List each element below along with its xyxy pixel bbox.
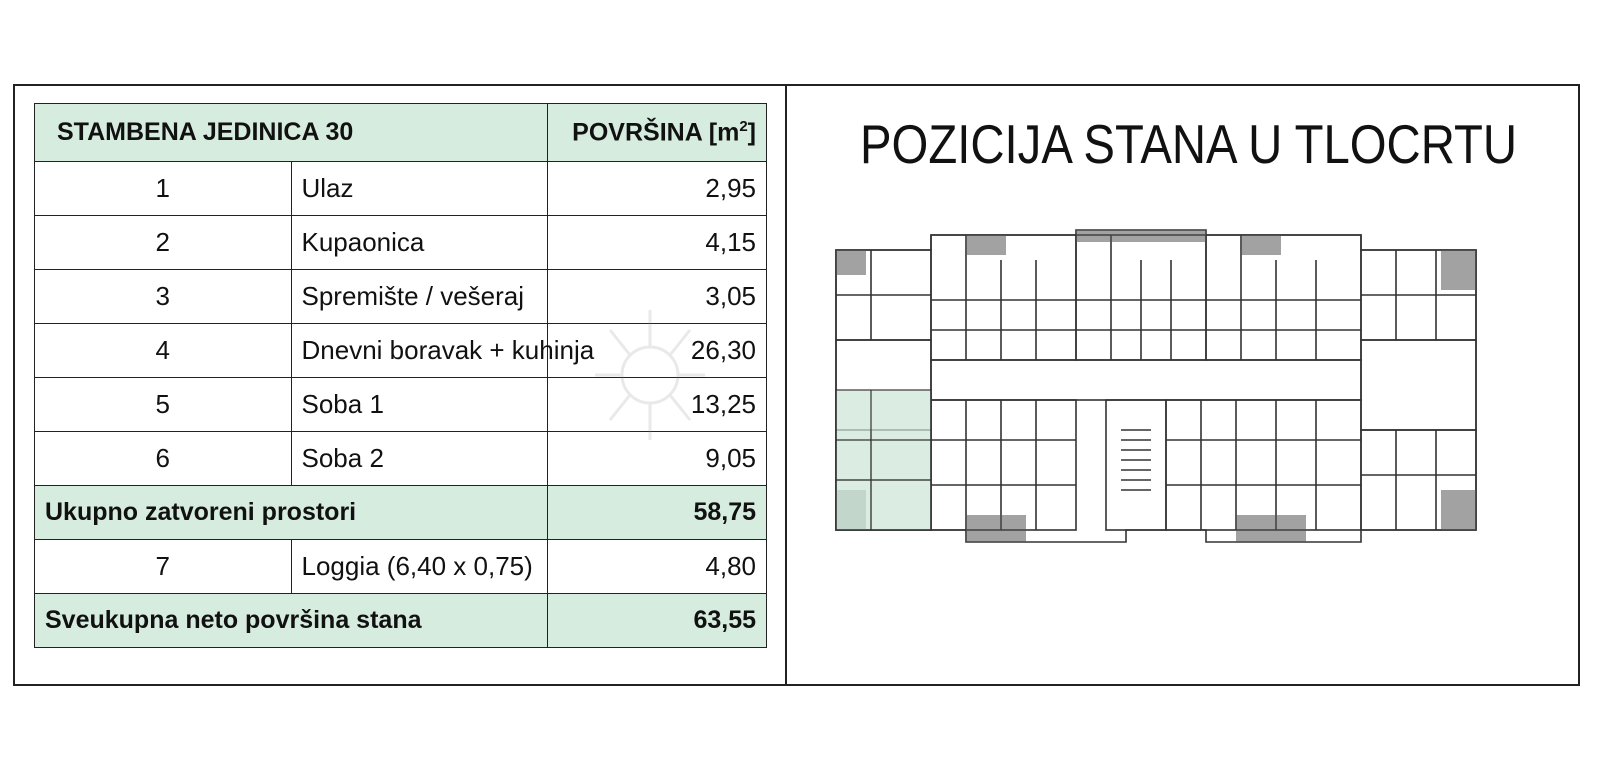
room-area: 4,80: [548, 540, 767, 594]
room-number: 1: [35, 162, 292, 216]
room-area: 3,05: [548, 270, 767, 324]
table-row: [35, 540, 767, 594]
unit-title: STAMBENA JEDINICA 30: [35, 104, 548, 162]
total-label: Sveukupna neto površina stana: [35, 594, 548, 648]
room-number: 6: [35, 432, 292, 486]
room-number: 7: [35, 540, 292, 594]
room-area: 13,25: [548, 378, 767, 432]
room-number: 2: [35, 216, 292, 270]
table-row: [35, 162, 767, 216]
subtotal-area: 58,75: [548, 486, 767, 540]
area-column-header: POVRŠINA $[m^2]$: [548, 104, 767, 162]
room-number: 4: [35, 324, 292, 378]
table-row: [35, 216, 767, 270]
room-name: Loggia (6,40 x 0,75): [291, 540, 548, 594]
room-name: Dnevni boravak + kuhinja: [291, 324, 548, 378]
room-name: Kupaonica: [291, 216, 548, 270]
room-area: 9,05: [548, 432, 767, 486]
floor-plan: [826, 230, 1516, 560]
room-number: 5: [35, 378, 292, 432]
room-name: Soba 2: [291, 432, 548, 486]
room-number: 3: [35, 270, 292, 324]
room-area: 2,95: [548, 162, 767, 216]
room-name: Ulaz: [291, 162, 548, 216]
plan-title: POZICIJA STANA U TLOCRTU: [860, 113, 1518, 175]
total-area: 63,55: [548, 594, 767, 648]
table-header-row: [35, 104, 767, 162]
room-area: 4,15: [548, 216, 767, 270]
subtotal-label: Ukupno zatvoreni prostori: [35, 486, 548, 540]
room-area: 26,30: [548, 324, 767, 378]
subtotal-row: [35, 486, 767, 540]
room-name: Soba 1: [291, 378, 548, 432]
total-row: [35, 594, 767, 648]
room-name: Spremište / vešeraj: [291, 270, 548, 324]
